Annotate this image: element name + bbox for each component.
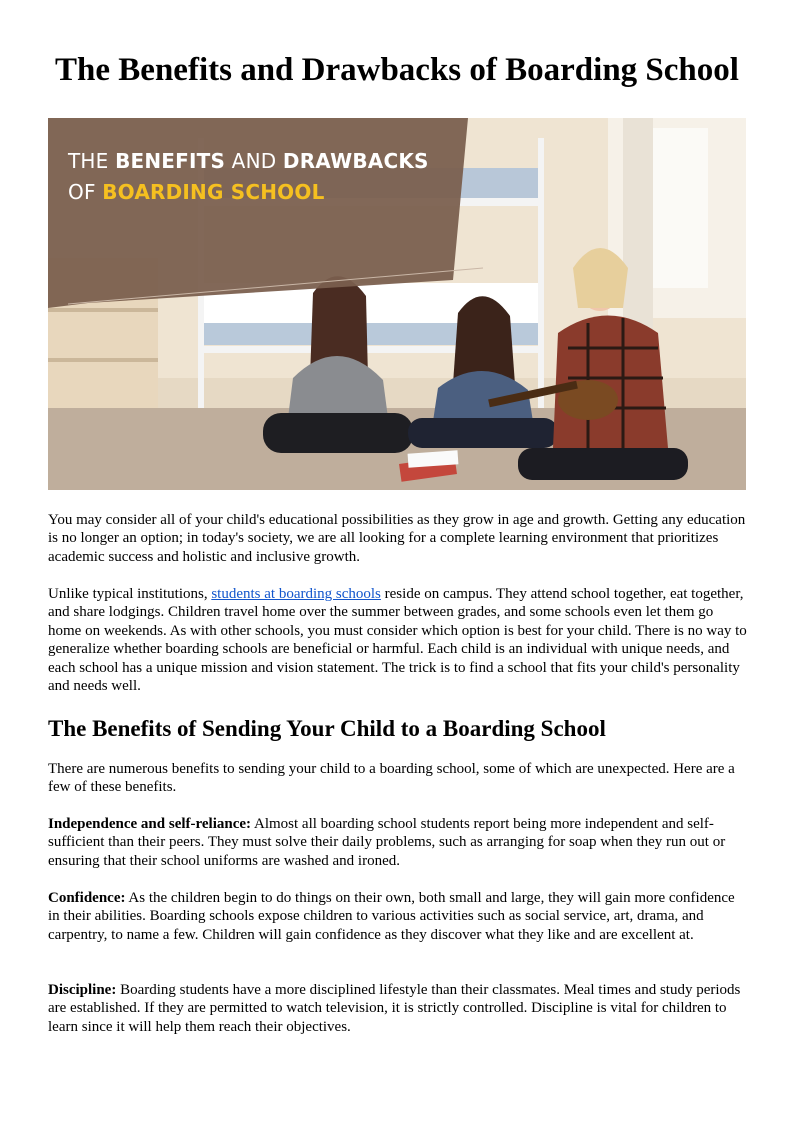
intro-text: Unlike typical institutions, [48, 586, 212, 602]
benefit-text: Almost all boarding school students report being more independent and self-sufficient than their peers. They must solve their daily problems, such as arranging for soap when they run out or ensuring that their school uniforms are washed and ironed. [48, 816, 726, 869]
benefit-independence [48, 815, 748, 870]
banner-word: THE [68, 149, 116, 173]
benefit-label: Discipline: [48, 982, 117, 998]
benefit-discipline [48, 981, 748, 1036]
section-heading: The Benefits of Sending Your Child to a Boarding School [48, 716, 606, 741]
boarding-schools-link[interactable]: students at boarding schools [211, 586, 381, 602]
section-intro: There are numerous benefits to sending your child to a boarding school, some of which are unexpected. Here are a few of these benefits. [48, 761, 735, 796]
benefit-text: As the children begin to do things on their own, both small and large, they will gain more confidence in their abilities. Boarding schools expose children to various activities such as social service, art, drama, and carpentry, to name a few. Children will gain confidence as they discover what they like and are excellent at. [48, 890, 735, 943]
intro-paragraph-1: You may consider all of your child's educational possibilities as they grow in age and growth. Getting any education is no longer an option; in today's society, we are all looking for a complete learning environment that prioritizes academic success and holistic and inclusive growth. [48, 512, 746, 565]
banner-highlight: BOARDING SCHOOL [102, 180, 325, 204]
banner-word: OF [68, 180, 103, 204]
intro-paragraph-2 [48, 585, 748, 695]
hero-image [48, 118, 746, 490]
intro-text: reside on campus. They attend school together, eat together, and share lodgings. Children travel home over the summer between grades, and some schools even let them go home on weekends. As with other schools, you must consider which option is best for your child. There is no way to generalize whether boarding schools are beneficial or harmful. Each child is an individual with unique needs, and each school has a unique mission and vision statement. The trick is to find a school that fits your child's personality and needs well. [48, 586, 747, 695]
banner-word: BENEFITS [115, 149, 226, 173]
banner-line-2 [68, 177, 429, 208]
banner-text [68, 146, 429, 208]
page-title: The Benefits and Drawbacks of Boarding School [55, 52, 739, 88]
benefit-confidence [48, 889, 748, 944]
benefit-text: Boarding students have a more disciplined lifestyle than their classmates. Meal times and study periods are established. If they are permitted to watch television, it is strictly controlled. Discipline is vital for children to learn since it will help them reach their objectives. [48, 982, 741, 1035]
banner-word: DRAWBACKS [282, 149, 429, 173]
banner-word: AND [225, 149, 283, 173]
benefit-label: Independence and self-reliance: [48, 816, 252, 832]
banner-line-1 [68, 146, 429, 177]
benefit-label: Confidence: [48, 890, 126, 906]
